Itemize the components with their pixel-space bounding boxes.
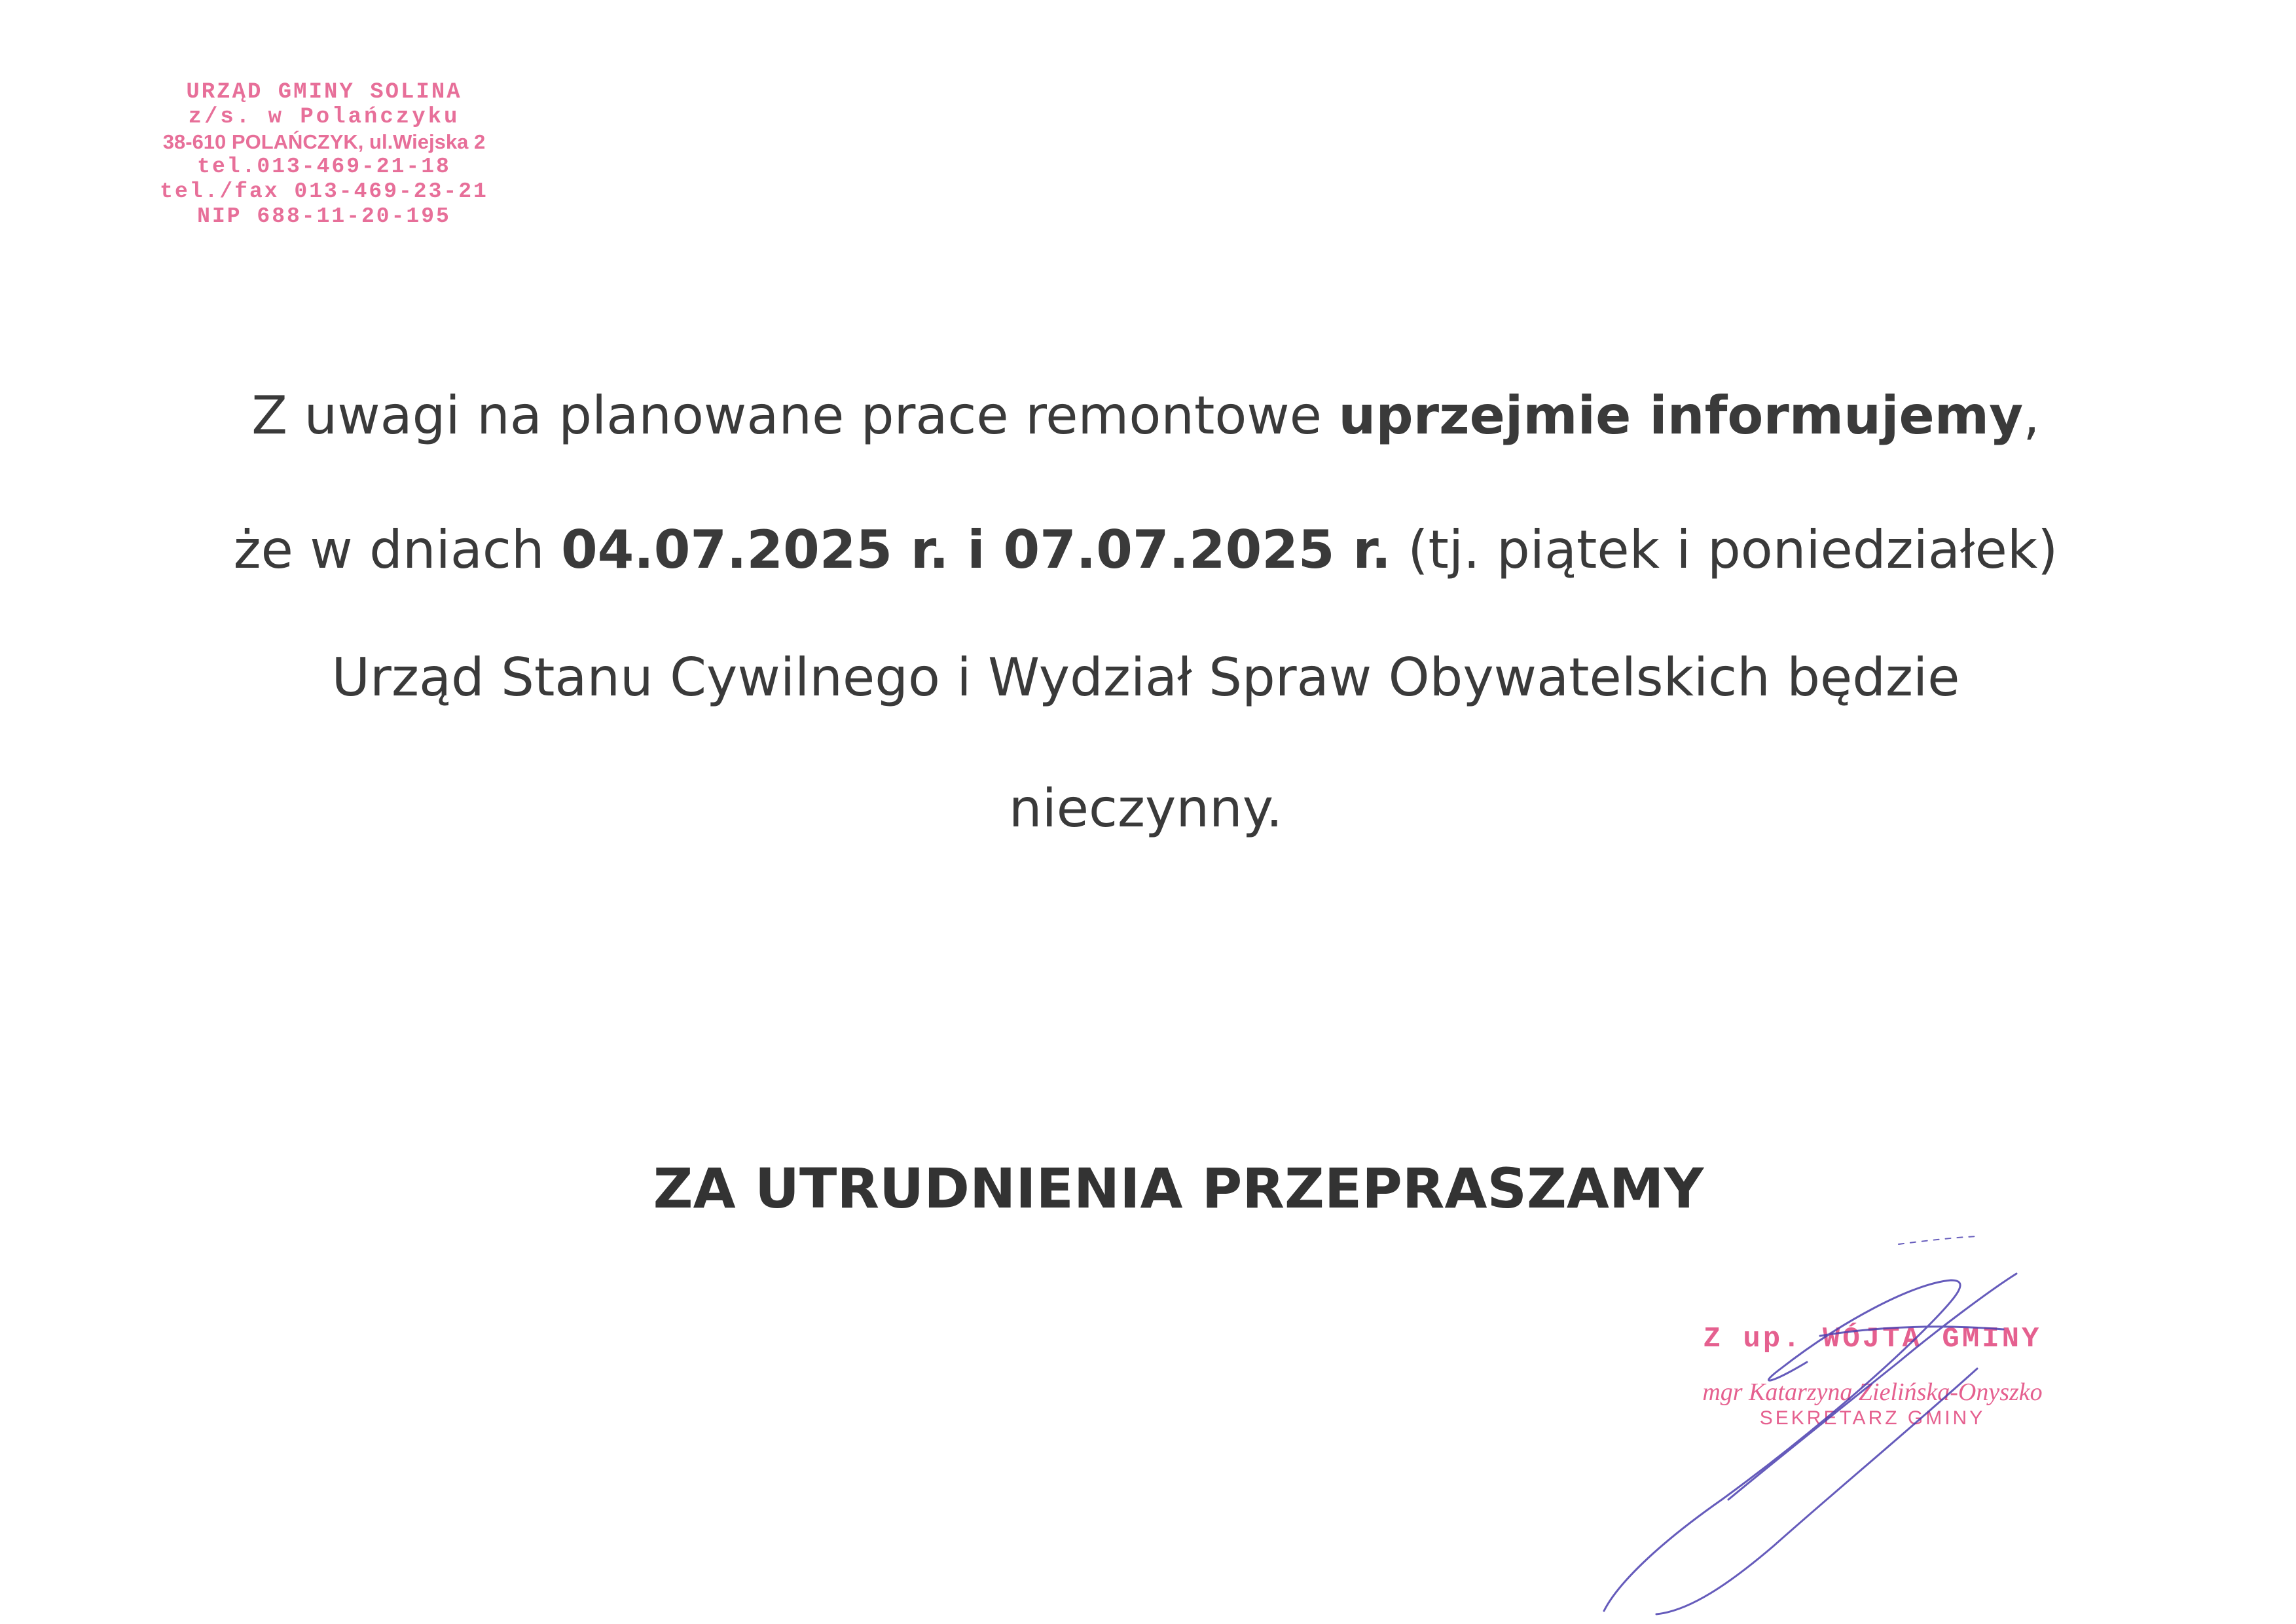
message-line-2 bbox=[131, 517, 2160, 583]
message-line-1-text: Z uwagi na planowane prace remontowe bbox=[251, 385, 1339, 446]
stamp-fax: tel./fax 013-469-23-21 bbox=[160, 179, 488, 204]
apology-heading: ZA UTRUDNIENIA PRZEPRASZAMY bbox=[653, 1156, 1704, 1221]
handwritten-signature bbox=[1558, 1218, 2082, 1624]
signature-stamp-name: mgr Katarzyna Zielińska-Onyszko bbox=[1702, 1378, 2043, 1406]
message-line-2-text: że w dniach bbox=[233, 519, 561, 580]
message-line-4: nieczynny. bbox=[1008, 778, 1283, 839]
stamp-office-name: URZĄD GMINY SOLINA bbox=[186, 80, 462, 105]
message-line-3: Urząd Stanu Cywilnego i Wydział Spraw Obywatelskich będzie bbox=[331, 647, 1960, 708]
stamp-address: 38-610 POLAŃCZYK, ul.Wiejska 2 bbox=[162, 130, 486, 153]
signature-stamp-authority: Z up. WÓJTA GMINY bbox=[1703, 1323, 2042, 1356]
office-stamp bbox=[134, 80, 514, 229]
closure-dates: 04.07.2025 r. i 07.07.2025 r. bbox=[560, 519, 1391, 580]
message-line-1-emphasis: uprzejmie informujemy bbox=[1338, 385, 2024, 446]
message-line-2-days: (tj. piątek i poniedziałek) bbox=[1391, 519, 2058, 580]
message-line-1 bbox=[131, 383, 2160, 449]
stamp-phone: tel.013-469-21-18 bbox=[197, 155, 451, 179]
stamp-nip: NIP 688-11-20-195 bbox=[197, 204, 451, 229]
message-line-1-comma: , bbox=[2023, 385, 2040, 446]
signature-stamp-title: SEKRETARZ GMINY bbox=[1759, 1407, 1986, 1429]
stamp-seat: z/s. w Polańczyku bbox=[188, 105, 460, 130]
